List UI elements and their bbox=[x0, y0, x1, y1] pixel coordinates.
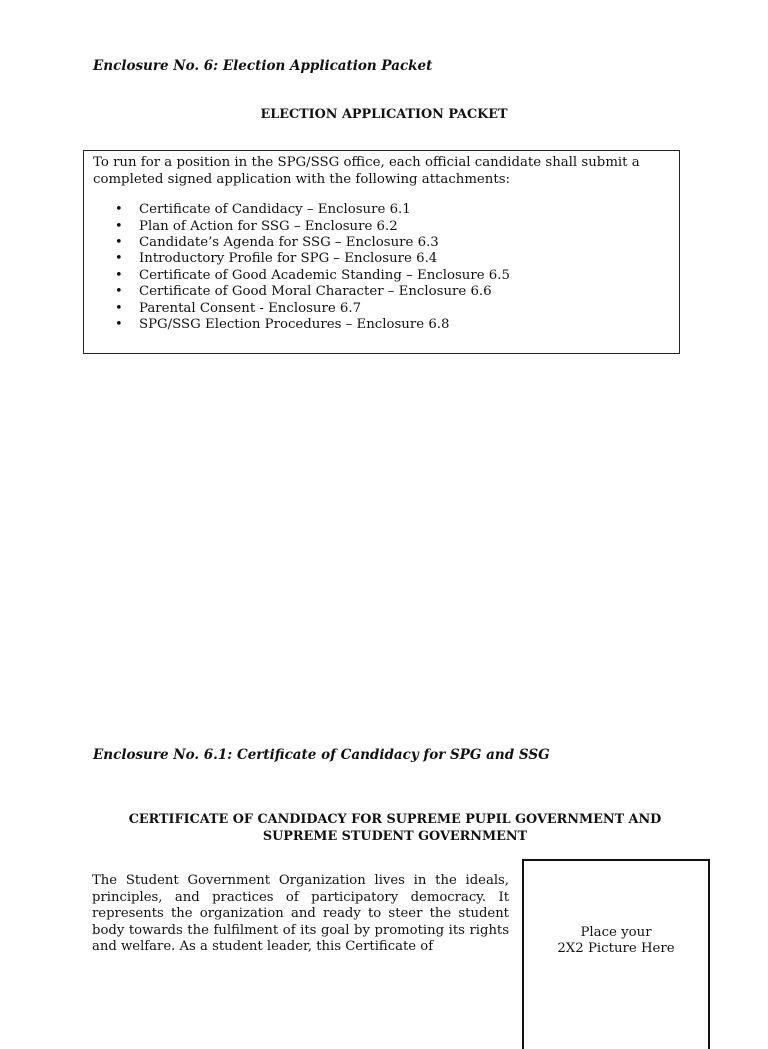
attachment-item bbox=[93, 317, 669, 333]
attachment-item bbox=[93, 202, 669, 218]
photo-caption-line-2: 2X2 Picture Here bbox=[557, 941, 675, 957]
photo-caption-line-1: Place your bbox=[580, 925, 652, 940]
attachment-label: Certificate of Good Moral Character – Enclosure 6.6 bbox=[139, 284, 492, 300]
attachment-label: Certificate of Good Academic Standing – Enclosure 6.5 bbox=[139, 267, 510, 283]
bullet-icon: • bbox=[115, 251, 123, 267]
bullet-icon: • bbox=[115, 267, 123, 283]
attachment-item bbox=[93, 268, 669, 284]
certificate-body-text: The Student Government Organization lives in the ideals, principles, and practices of participatory democracy. It represents the organization and ready to steer the student body towards the fulfilment of its goal by promoting its rights and welfare. As a student leader, this Certificate of bbox=[92, 873, 509, 955]
bullet-icon: • bbox=[115, 202, 123, 218]
enclosure-6-heading: Enclosure No. 6: Election Application Packet bbox=[93, 58, 433, 74]
packet-title: ELECTION APPLICATION PACKET bbox=[260, 107, 508, 122]
bullet-icon: • bbox=[115, 300, 123, 316]
attachment-label: Introductory Profile for SPG – Enclosure 6.4 bbox=[139, 251, 438, 267]
requirements-box bbox=[83, 150, 680, 354]
bullet-icon: • bbox=[115, 218, 123, 234]
photo-placeholder-box bbox=[522, 859, 710, 1049]
certificate-title: CERTIFICATE OF CANDIDACY FOR SUPREME PUPIL GOVERNMENT AND SUPREME STUDENT GOVERNMENT bbox=[128, 812, 662, 844]
attachment-label: Plan of Action for SSG – Enclosure 6.2 bbox=[139, 218, 398, 234]
attachment-label: Candidate’s Agenda for SSG – Enclosure 6.3 bbox=[139, 235, 439, 250]
attachment-item bbox=[93, 235, 669, 251]
attachment-item bbox=[93, 251, 669, 267]
bullet-icon: • bbox=[115, 317, 123, 333]
attachment-list bbox=[93, 202, 669, 333]
attachment-label: Certificate of Candidacy – Enclosure 6.1 bbox=[139, 202, 411, 218]
enclosure-6-1-heading: Enclosure No. 6.1: Certificate of Candidacy for SPG and SSG bbox=[93, 747, 550, 763]
attachment-item bbox=[93, 284, 669, 300]
attachment-item bbox=[93, 301, 669, 317]
attachment-item bbox=[93, 219, 669, 235]
photo-caption bbox=[524, 925, 708, 958]
attachment-label: Parental Consent - Enclosure 6.7 bbox=[139, 300, 362, 316]
bullet-icon: • bbox=[115, 235, 123, 250]
bullet-icon: • bbox=[115, 284, 123, 300]
intro-text: To run for a position in the SPG/SSG office, each official candidate shall submit a completed signed application with the following attachments: bbox=[93, 155, 640, 187]
attachment-label: SPG/SSG Election Procedures – Enclosure 6.8 bbox=[139, 317, 450, 333]
